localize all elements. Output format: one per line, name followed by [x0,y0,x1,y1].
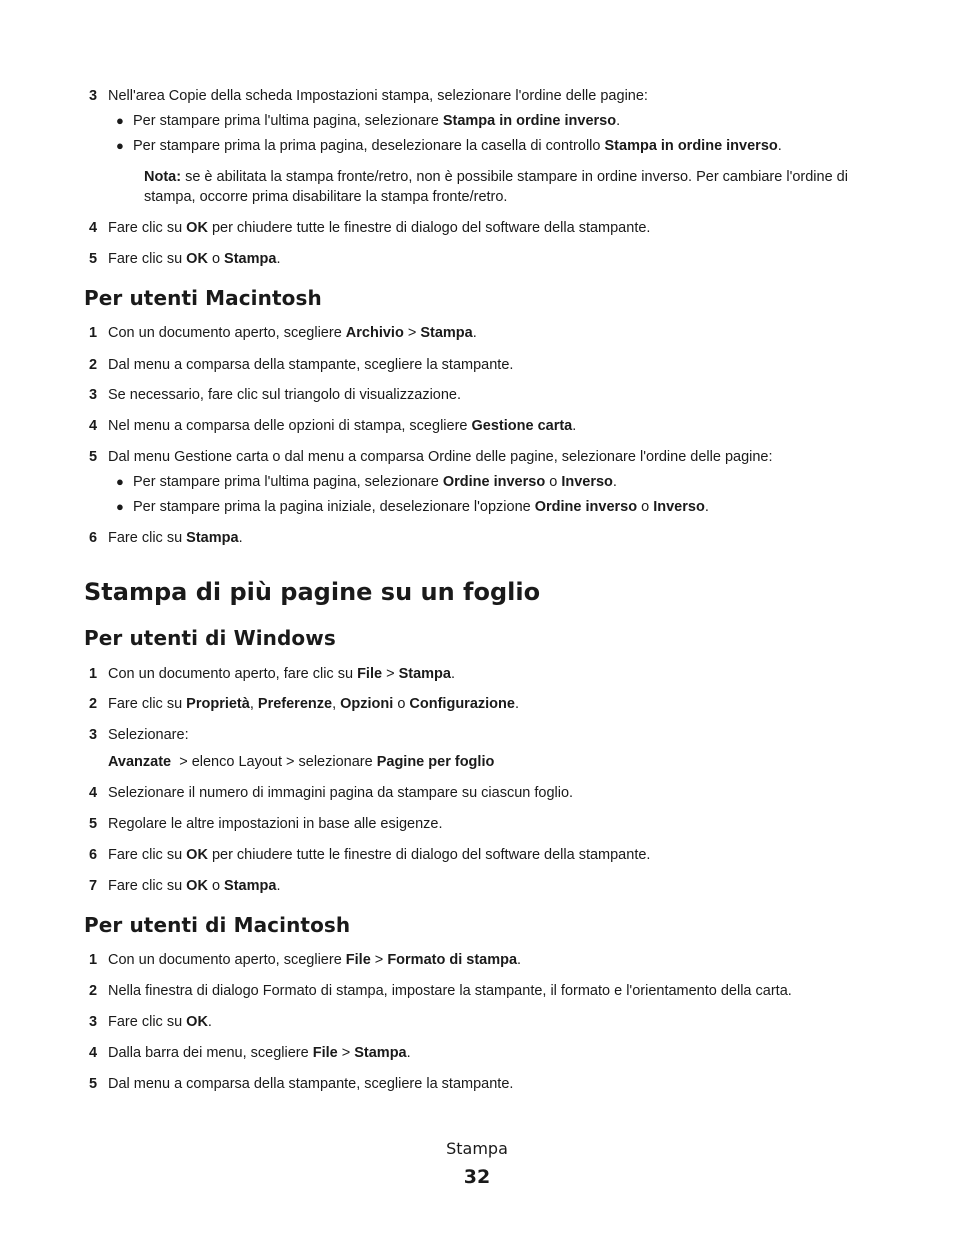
step-text: Fare clic su Proprietà, Preferenze, Opzioni o Configurazione. [108,696,519,712]
bullet-icon: ● [116,474,124,489]
bullet-text: Per stampare prima l'ultima pagina, selezionare Ordine inverso o Inverso. [133,474,617,490]
step-text: Dal menu Gestione carta o dal menu a comparsa Ordine delle pagine, selezionare l'ordine delle pagine: [108,449,773,465]
note [144,167,879,207]
step-number: 4 [89,418,98,434]
step-number: 4 [89,220,98,236]
section-heading-windows: Per utenti di Windows [84,626,336,650]
step-number: 6 [89,847,98,863]
step-number: 3 [89,727,98,743]
step-text: Selezionare: [108,727,189,743]
step-text: Con un documento aperto, scegliere Archivio > Stampa. [108,325,477,341]
step-text: Dalla barra dei menu, scegliere File > Stampa. [108,1045,411,1061]
step-text: Nel menu a comparsa delle opzioni di stampa, scegliere Gestione carta. [108,418,577,434]
page-number: 32 [463,1166,491,1188]
step-number: 4 [89,785,98,801]
step-text: Selezionare il numero di immagini pagina da stampare su ciascun foglio. [108,785,574,801]
page-section-title: Stampa di più pagine su un foglio [84,578,541,606]
step-text: Con un documento aperto, fare clic su File > Stampa. [108,666,455,682]
bullet-icon: ● [116,113,124,128]
bullet-text: Per stampare prima la prima pagina, deselezionare la casella di controllo Stampa in ordine inverso. [133,138,782,154]
step-number: 1 [89,666,98,682]
step-text: Regolare le altre impostazioni in base alle esigenze. [108,816,443,832]
step-text: Dal menu a comparsa della stampante, scegliere la stampante. [108,357,514,373]
bullet-icon: ● [116,138,124,153]
bullet-icon: ● [116,499,124,514]
step-number: 1 [89,325,98,341]
step-text: Fare clic su OK. [108,1014,212,1030]
note-label: Nota: [144,169,182,185]
step-text: Fare clic su OK per chiudere tutte le finestre di dialogo del software della stampante. [108,220,651,236]
step-number: 5 [89,251,98,267]
step-number: 2 [89,696,98,712]
step-text: Nell'area Copie della scheda Impostazioni stampa, selezionare l'ordine delle pagine: [108,88,648,104]
note-text: se è abilitata la stampa fronte/retro, non è possibile stampare in ordine inverso. Per cambiare l'ordine di stampa, occorre prima disabilitare la stampa fronte/retro. [144,169,848,205]
footer-section-label: Stampa [446,1139,508,1158]
section-heading-macintosh: Per utenti Macintosh [84,286,322,310]
bullet-text: Per stampare prima la pagina iniziale, deselezionare l'opzione Ordine inverso o Inverso. [133,499,709,515]
step-text: Fare clic su OK o Stampa. [108,878,281,894]
step-number: 1 [89,952,98,968]
step-text: Fare clic su Stampa. [108,530,243,546]
step-number: 5 [89,816,98,832]
step-number: 2 [89,357,98,373]
step-number: 6 [89,530,98,546]
section-heading-macintosh-2: Per utenti di Macintosh [84,913,351,937]
step-sub-path: Avanzate > elenco Layout > selezionare Pagine per foglio [108,754,495,770]
step-number: 3 [89,1014,98,1030]
step-number: 5 [89,1076,98,1092]
step-text: Fare clic su OK o Stampa. [108,251,281,267]
step-text: Nella finestra di dialogo Formato di stampa, impostare la stampante, il formato e l'orientamento della carta. [108,983,792,999]
step-text: Dal menu a comparsa della stampante, scegliere la stampante. [108,1076,514,1092]
step-text: Se necessario, fare clic sul triangolo di visualizzazione. [108,387,462,403]
step-number: 5 [89,449,98,465]
step-number: 3 [89,88,98,104]
step-text: Fare clic su OK per chiudere tutte le finestre di dialogo del software della stampante. [108,847,651,863]
bullet-text: Per stampare prima l'ultima pagina, selezionare Stampa in ordine inverso. [133,113,621,129]
step-number: 2 [89,983,98,999]
step-number: 7 [89,878,98,894]
step-number: 4 [89,1045,98,1061]
step-number: 3 [89,387,98,403]
step-text: Con un documento aperto, scegliere File > Formato di stampa. [108,952,522,968]
